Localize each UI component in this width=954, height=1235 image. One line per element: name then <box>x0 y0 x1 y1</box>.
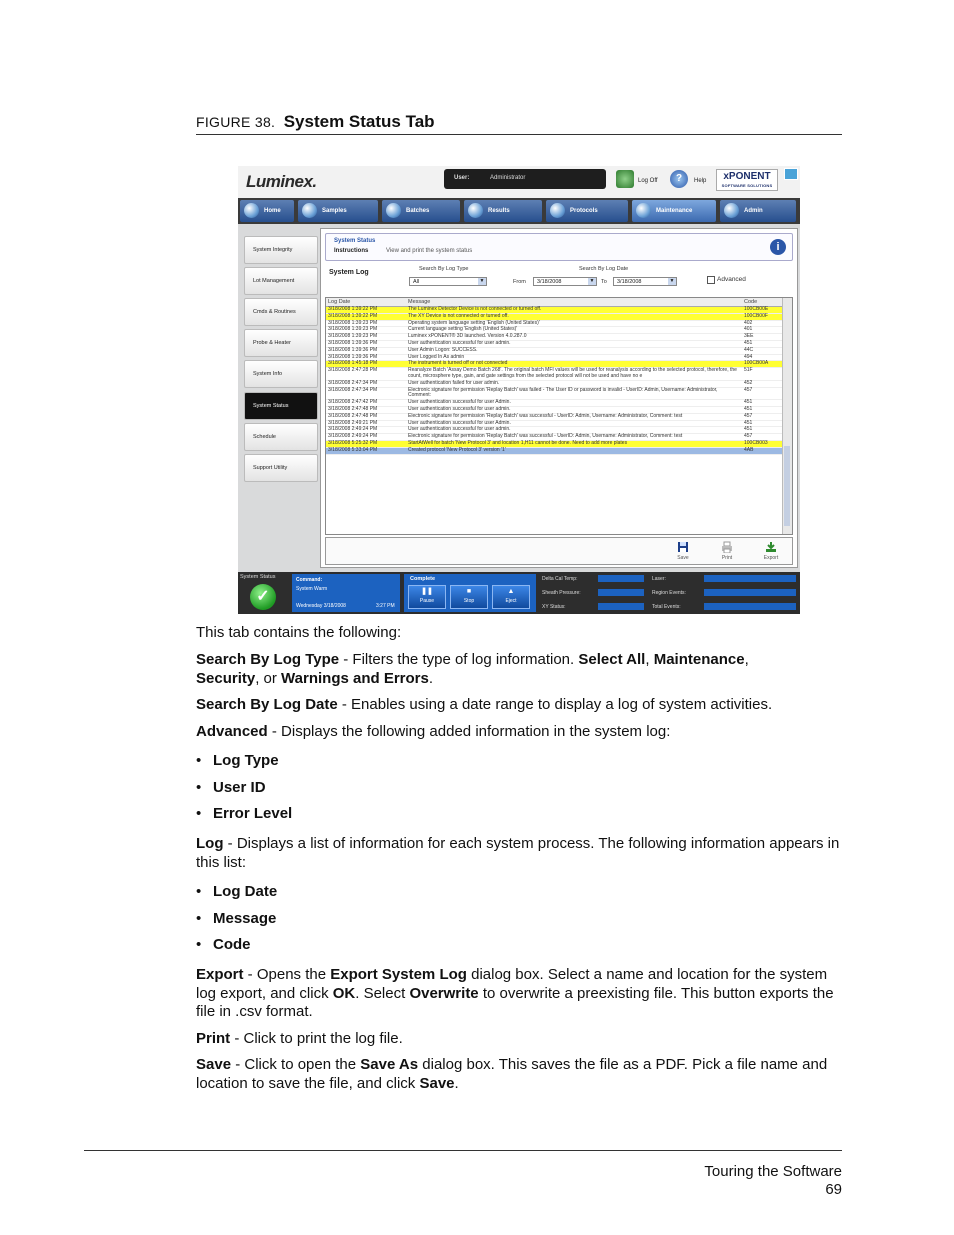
logoff-button[interactable]: Log Off <box>638 178 658 184</box>
side-item-support-utility[interactable]: Support Utility <box>244 454 318 482</box>
xponent-logo <box>716 169 778 191</box>
samples-icon <box>302 203 317 218</box>
delta-cal-label: Delta Cal Temp: <box>542 576 578 582</box>
run-state: Complete <box>410 576 436 582</box>
column-code[interactable]: Code <box>744 299 758 305</box>
from-label: From <box>513 279 526 285</box>
log-cell-message: The Luminex Detector Device is not connected or turned off. <box>408 306 542 312</box>
column-message[interactable]: Message <box>408 299 431 305</box>
grid-header <box>326 298 782 307</box>
log-cell-date: 3/18/2008 2:47:34 PM <box>328 379 378 386</box>
export-paragraph: Export - Opens the Export System Log dialog box. Select a name and location for the system log export, and click OK. Select Overwrite to overwrite a preexisting file. This button exports the file in .csv format. <box>196 966 834 1020</box>
log-cell-date: 3/18/2008 2:47:48 PM <box>328 412 378 419</box>
pause-button[interactable]: ❚❚ Pause <box>408 585 446 609</box>
chevron-down-icon: ▼ <box>479 278 485 284</box>
pause-icon: ❚❚ <box>421 588 433 595</box>
save-paragraph: Save - Click to open the Save As dialog box. This saves the file as a PDF. Pick a file name and location to save the file, and click Save. <box>196 1056 828 1092</box>
side-item-cmds-routines[interactable]: Cmds & Routines <box>244 298 318 326</box>
log-paragraph: Log - Displays a list of information for each system process. The following information appears in this list: <box>196 835 840 871</box>
tab-admin[interactable]: Admin <box>720 200 796 222</box>
side-item-probe-heater[interactable]: Probe & Heater <box>244 329 318 357</box>
minimize-icon[interactable] <box>784 168 798 180</box>
print-icon <box>721 541 733 553</box>
log-cell-message: Electronic signature for permission 'Replay Batch' was failed - The User ID or password is invalid - UserID: Admin, Username: Administrator, Comment: <box>408 386 718 399</box>
log-cell-date: 3/18/2008 1:39:23 PM <box>328 326 378 333</box>
log-cell-date: 3/18/2008 2:49:24 PM <box>328 433 378 440</box>
help-icon[interactable]: ? <box>670 170 688 188</box>
stop-icon: ■ <box>466 588 472 595</box>
home-icon <box>244 203 259 218</box>
eject-button[interactable]: ▲ Eject <box>492 585 530 609</box>
log-cell-code: 451 <box>744 405 753 412</box>
chevron-down-icon: ▼ <box>669 278 675 284</box>
log-cell-message: Reanalyze Batch 'Assay Demo Batch 268'. The original batch MFI values will be used for reanalysis according to the selected protocol, therefore, the count, microsphere type, gain, and gate settings from the selected protocol will not be used and have no e <box>408 367 737 379</box>
side-item-system-status[interactable]: System Status <box>244 392 318 420</box>
log-cell-message: User authentication successful for user Admin. <box>408 399 511 406</box>
vertical-scrollbar[interactable] <box>782 298 792 534</box>
log-cell-date: 3/18/2008 2:49:21 PM <box>328 419 378 426</box>
main-tab-bar <box>238 198 800 224</box>
system-status-panel <box>320 228 798 568</box>
system-log-label: System Log <box>329 269 369 276</box>
log-cell-message: StartAtWell for batch 'New Protocol 3' and location 1,H11 cannot be done. Need to add more plates <box>408 439 628 446</box>
maintenance-icon <box>636 203 651 218</box>
advanced-list-item: • Error Level <box>196 805 292 824</box>
region-events-label: Region Events: <box>652 590 686 596</box>
status-time: 3:27 PM <box>376 603 395 609</box>
laser-label: Laser: <box>652 576 666 582</box>
page-footer <box>704 1163 842 1199</box>
log-cell-code: 100CB00A <box>744 360 769 367</box>
status-ok-icon: ✓ <box>250 584 276 610</box>
results-icon <box>468 203 483 218</box>
log-cell-code: 451 <box>744 399 753 406</box>
log-cell-code: 451 <box>744 419 753 426</box>
brand-main: xPONENT <box>723 171 771 182</box>
log-cell-code: 4AB <box>744 446 754 453</box>
log-cell-date: 3/18/2008 1:39:22 PM <box>328 312 378 319</box>
search-by-log-type-paragraph: Search By Log Type - Filters the type of log information. Select All, Maintenance, Security, or Warnings and Errors. <box>196 651 749 687</box>
advanced-checkbox[interactable] <box>707 276 715 284</box>
intro-paragraph: This tab contains the following: <box>196 624 402 641</box>
tab-maintenance[interactable]: Maintenance <box>632 200 716 222</box>
advanced-label: Advanced <box>717 276 746 283</box>
command-box <box>292 574 400 612</box>
system-log-grid <box>325 297 793 535</box>
log-row[interactable] <box>326 307 782 314</box>
side-item-system-info[interactable]: System Info <box>244 360 318 388</box>
status-bar <box>238 572 800 614</box>
info-icon[interactable]: i <box>770 239 786 255</box>
logoff-icon[interactable] <box>616 170 634 188</box>
log-cell-date: 3/18/2008 1:39:22 PM <box>328 306 378 312</box>
panel-header <box>325 233 793 261</box>
log-cell-message: User Admin Logon: SUCCESS. <box>408 346 478 353</box>
user-box <box>444 169 606 189</box>
log-cell-message: Electronic signature for permission 'Replay Batch' was successful - UserID: Admin, Username: Administrator, Comment: test <box>408 433 683 440</box>
figure-number: FIGURE 38. <box>196 114 276 130</box>
log-list-item: • Message <box>196 910 276 929</box>
log-row[interactable] <box>326 355 782 362</box>
top-bar <box>238 166 800 198</box>
log-row[interactable] <box>326 421 782 428</box>
status-date: Wednesday 3/18/2008 <box>296 603 346 609</box>
eject-icon: ▲ <box>507 588 515 595</box>
log-type-select[interactable]: All ▼ <box>409 277 487 286</box>
xy-status-label: XY Status: <box>542 604 566 610</box>
log-cell-message: Current language setting 'English (United States)' <box>408 326 518 333</box>
log-cell-code: 457 <box>744 386 753 393</box>
log-cell-code: 451 <box>744 426 753 433</box>
log-row[interactable] <box>326 334 782 341</box>
log-row[interactable] <box>326 448 782 455</box>
log-cell-code: 100CB003 <box>744 439 768 446</box>
laser-value <box>704 575 796 582</box>
figure-caption <box>196 112 842 135</box>
advanced-list-item: • Log Type <box>196 752 279 771</box>
total-events-label: Total Events: <box>652 604 681 610</box>
save-button[interactable]: Save <box>668 540 698 562</box>
log-cell-code: 457 <box>744 433 753 440</box>
advanced-list-item: • User ID <box>196 779 266 798</box>
print-button[interactable]: Print <box>712 540 742 562</box>
log-list-item: • Log Date <box>196 883 277 902</box>
log-cell-date: 3/18/2008 2:47:42 PM <box>328 399 378 406</box>
tab-samples[interactable]: Samples <box>298 200 378 222</box>
log-cell-date: 3/18/2008 1:45:18 PM <box>328 360 378 367</box>
log-cell-date: 3/18/2008 2:47:28 PM <box>328 367 378 374</box>
tab-batches[interactable]: Batches <box>382 200 460 222</box>
log-cell-code: 401 <box>744 326 753 333</box>
log-cell-message: User authentication successful for user admin. <box>408 339 511 346</box>
advanced-paragraph: Advanced - Displays the following added information in the system log: <box>196 723 671 740</box>
scroll-thumb[interactable] <box>784 446 790 526</box>
log-cell-code: 457 <box>744 412 753 419</box>
run-controls <box>404 574 536 612</box>
sheath-pressure-value <box>598 589 644 596</box>
panel-footer <box>325 537 793 565</box>
log-cell-date: 3/18/2008 5:33:04 PM <box>328 446 378 453</box>
log-row[interactable] <box>326 321 782 328</box>
to-date-field[interactable]: 3/18/2008 ▼ <box>613 277 677 286</box>
log-cell-date: 3/18/2008 1:39:36 PM <box>328 339 378 346</box>
instructions-text: View and print the system status <box>386 248 473 254</box>
tab-results[interactable]: Results <box>464 200 542 222</box>
luminex-logo: Luminex. <box>246 172 317 191</box>
help-button[interactable]: Help <box>694 178 707 184</box>
region-events-value <box>704 589 796 596</box>
log-rows <box>326 307 782 455</box>
from-date-field[interactable]: 3/18/2008 ▼ <box>533 277 597 286</box>
print-paragraph: Print - Click to print the log file. <box>196 1030 403 1047</box>
log-cell-message: Operating system language setting 'English (United States)' <box>408 319 540 326</box>
protocols-icon <box>550 203 565 218</box>
chevron-down-icon: ▼ <box>589 278 595 284</box>
save-icon <box>677 541 689 553</box>
user-label: User: <box>454 175 470 181</box>
log-cell-message: The instrument is turned off or not connected <box>408 360 508 367</box>
log-cell-code: 3EE <box>744 333 754 340</box>
log-cell-message: User authentication successful for user admin. <box>408 426 511 433</box>
log-cell-message: Electronic signature for permission 'Replay Batch' was successful - UserID: Admin, Username: Administrator, Comment: test <box>408 412 683 419</box>
log-cell-date: 3/18/2008 1:39:36 PM <box>328 346 378 353</box>
footer-rule <box>84 1150 842 1151</box>
export-icon <box>765 541 777 553</box>
sheath-pressure-label: Sheath Pressure: <box>542 590 581 596</box>
log-cell-message: User Logged In As admin <box>408 353 465 360</box>
log-row[interactable] <box>326 400 782 407</box>
stop-button[interactable]: ■ Stop <box>450 585 488 609</box>
log-cell-message: The XY Device is not connected or turned off. <box>408 312 509 319</box>
log-row[interactable] <box>326 414 782 421</box>
log-cell-code: 402 <box>744 319 753 326</box>
admin-icon <box>724 203 739 218</box>
search-by-log-date-paragraph: Search By Log Date - Enables using a date range to display a log of system activities. <box>196 696 773 713</box>
log-cell-date: 3/18/2008 1:39:36 PM <box>328 353 378 360</box>
log-cell-date: 3/18/2008 2:47:34 PM <box>328 386 378 393</box>
total-events-value <box>704 603 796 610</box>
command-label: Command: <box>296 577 323 583</box>
maintenance-side-nav <box>238 228 318 568</box>
search-type-label: Search By Log Type <box>419 266 469 272</box>
side-item-schedule[interactable]: Schedule <box>244 423 318 451</box>
delta-cal-value <box>598 575 644 582</box>
log-cell-date: 3/18/2008 2:49:24 PM <box>328 426 378 433</box>
footer-section: Touring the Software <box>704 1163 842 1180</box>
log-cell-message: Luminex xPONENT® 3D launched. Version 4.0.287.0 <box>408 333 527 340</box>
software-screenshot <box>238 166 800 614</box>
brand-sub: SOFTWARE SOLUTIONS <box>721 183 773 188</box>
xy-status-value <box>598 603 644 610</box>
log-cell-code: 451 <box>744 339 753 346</box>
log-cell-code: 100CB00E <box>744 306 769 312</box>
batches-icon <box>386 203 401 218</box>
side-item-system-integrity[interactable]: System Integrity <box>244 236 318 264</box>
tab-home[interactable]: Home <box>240 200 294 222</box>
log-row[interactable] <box>326 388 782 401</box>
side-item-lot-management[interactable]: Lot Management <box>244 267 318 295</box>
log-row[interactable] <box>326 314 782 321</box>
log-row[interactable] <box>326 441 782 448</box>
figure-title: System Status Tab <box>283 112 435 131</box>
command-value: System Warm <box>296 586 328 592</box>
log-cell-code: 51F <box>744 367 753 374</box>
log-cell-code: 44C <box>744 346 754 353</box>
export-button[interactable]: Export <box>756 540 786 562</box>
page-number: 69 <box>825 1181 842 1198</box>
column-log-date[interactable]: Log Date <box>328 299 351 305</box>
system-status-label: System Status <box>240 574 276 580</box>
log-cell-date: 3/18/2008 1:39:23 PM <box>328 333 378 340</box>
log-cell-code: 494 <box>744 353 753 360</box>
user-value: Administrator <box>490 175 526 181</box>
tab-protocols[interactable]: Protocols <box>546 200 628 222</box>
log-row[interactable] <box>326 368 782 381</box>
log-row[interactable] <box>326 327 782 334</box>
instructions-label: Instructions <box>334 248 369 254</box>
log-cell-date: 3/18/2008 1:39:23 PM <box>328 319 378 326</box>
log-cell-message: User authentication successful for user Admin. <box>408 419 511 426</box>
log-cell-message: User authentication successful for user admin. <box>408 405 511 412</box>
log-list-item: • Code <box>196 936 251 955</box>
log-cell-date: 3/18/2008 2:47:48 PM <box>328 405 378 412</box>
log-row[interactable] <box>326 341 782 348</box>
log-cell-date: 3/18/2008 5:25:32 PM <box>328 439 378 446</box>
log-cell-message: Created protocol 'New Protocol 3' version '1' <box>408 446 506 453</box>
search-date-label: Search By Log Date <box>579 266 629 272</box>
log-cell-code: 100CB00F <box>744 312 768 319</box>
panel-title: System Status <box>334 238 376 244</box>
to-label: To <box>601 279 607 285</box>
log-cell-code: 452 <box>744 379 753 386</box>
log-row[interactable] <box>326 348 782 355</box>
log-cell-message: User authentication failed for user admin. <box>408 379 500 386</box>
